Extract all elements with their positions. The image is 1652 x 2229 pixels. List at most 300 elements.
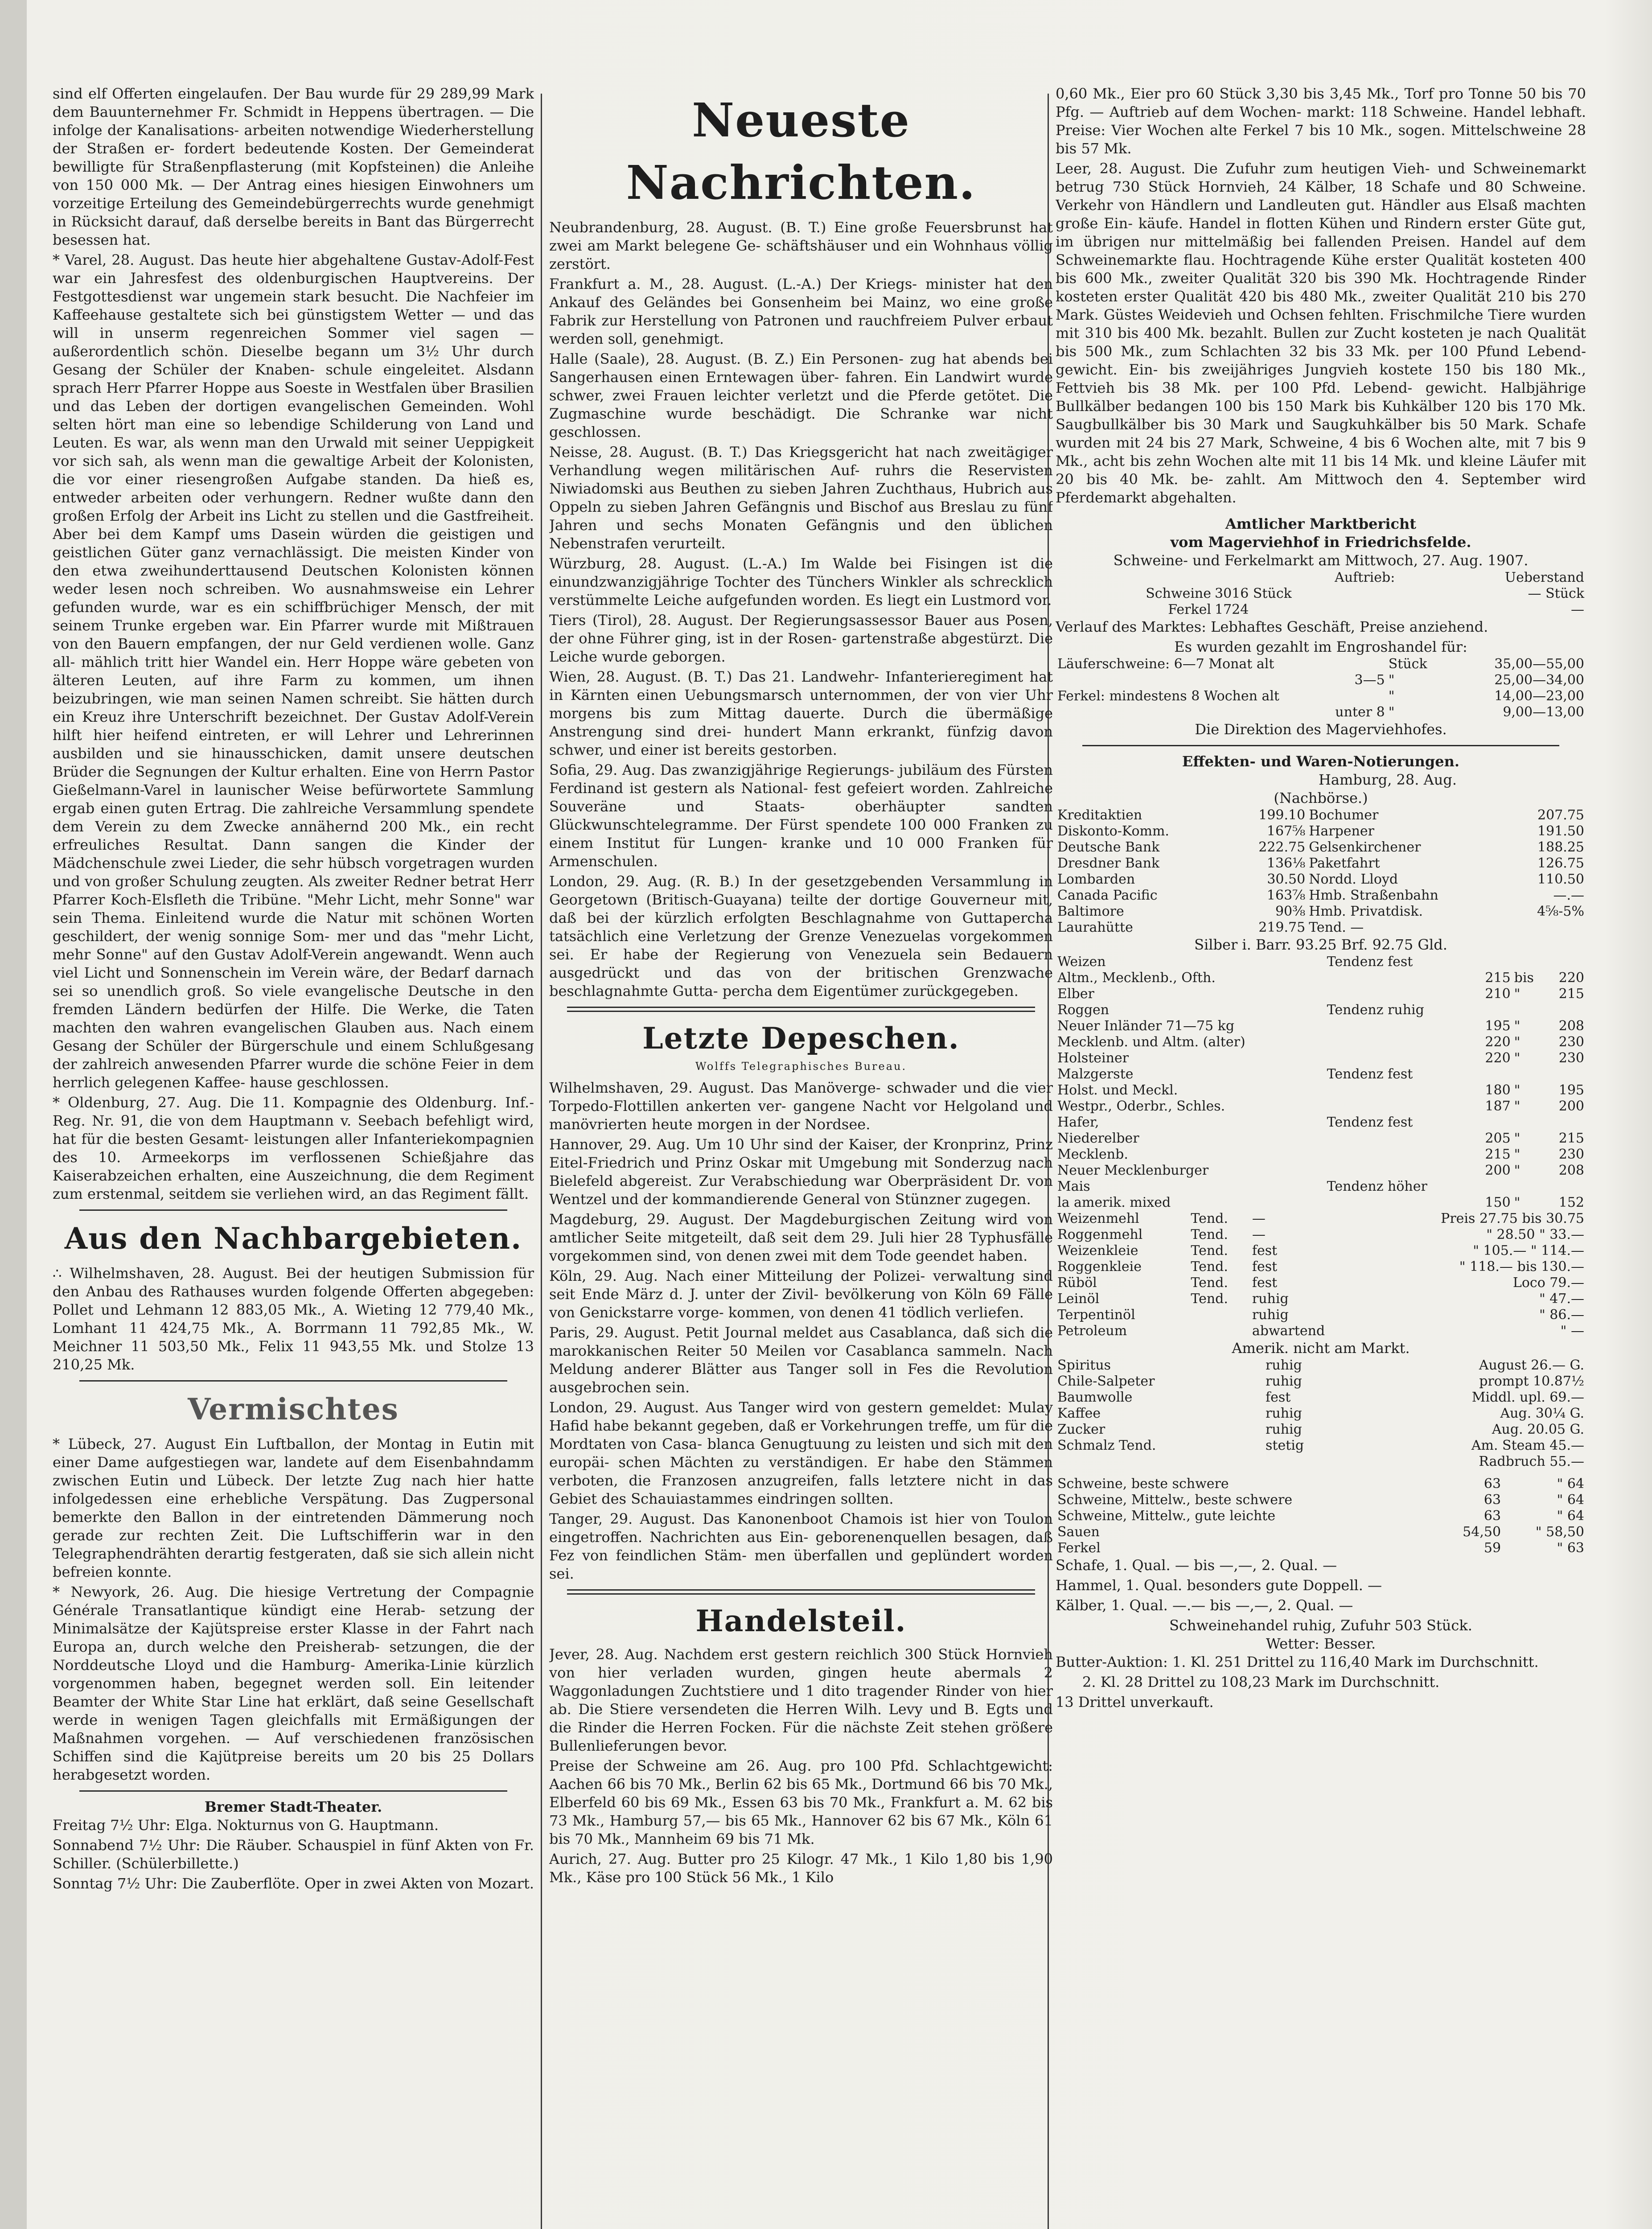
table-cell: " 64 — [1557, 1508, 1584, 1524]
table-cell: Roggenkleie — [1057, 1259, 1142, 1275]
table-cell: 136⅛ — [1266, 855, 1306, 871]
table-cell: 126.75 — [1537, 855, 1584, 871]
table-cell — [1189, 1307, 1250, 1323]
dispatch-item: Köln, 29. Aug. Nach einer Mitteilung der Polizei- verwaltung sind seit Ende März d. J. unter der Zivil- bevölkerung von Köln 69 Fälle von Genickstarre vorge- kommen, von denen 41 tödlich verliefen. — [549, 1267, 1053, 1321]
dispatch-item: Hannover, 29. Aug. Um 10 Uhr sind der Kaiser, der Kronprinz, Prinz Eitel-Friedrich und Prinz Oskar mit Umgebung mit Sonderzug nach Bielefeld abgereist. Zur Verabschiedung war Oberpräsident Dr. von Wentzel und der kommandierende General von Stünzner zugegen. — [549, 1136, 1053, 1208]
pig-trade-note: Schweinehandel ruhig, Zufuhr 503 Stück. — [1169, 1617, 1472, 1634]
table-row — [1056, 1492, 1586, 1508]
table-cell — [1325, 1147, 1471, 1163]
column-middle — [549, 85, 1053, 2229]
table-row — [1056, 586, 1586, 602]
table-cell: Radbruch 55.— — [1479, 1454, 1584, 1469]
table-cell: Tend. — [1191, 1275, 1228, 1291]
table-cell — [1512, 1179, 1545, 1195]
table-cell: " — — [1560, 1323, 1584, 1339]
table-row — [1056, 1195, 1586, 1211]
article-paragraph: sind elf Offerten eingelaufen. Der Bau wurde für 29 289,99 Mark dem Bauunternehmer Fr. Schmidt in Heppens übertragen. — Die infolge der Kanalisations- arbeiten notwendige Wiederherstellung der Straßen er- fordert bedeutende Kosten. Der Gemeinderat bewilligte für Straßenpflasterung (mit Kopfsteinen) die Anleihe von 150 000 Mk. — Der Antrag eines hiesigen Einwohners um vorzeitige Erteilung des Gemeindebürgerrechts wurde genehmigt in Rücksicht darauf, daß derselbe bereits in Bant das Bürgerrecht besessen hat. — [53, 85, 534, 248]
table-cell: la amerik. mixed — [1057, 1195, 1171, 1210]
engros-heading: Es wurden gezahlt im Engroshandel für: — [1174, 638, 1467, 655]
table-cell: 230 — [1558, 1050, 1584, 1066]
table-cell: Tendenz höher — [1327, 1179, 1427, 1194]
engros-table — [1056, 656, 1586, 720]
table-cell: Aug. 30¼ G. — [1500, 1406, 1584, 1421]
table-cell: Niederelber — [1057, 1131, 1139, 1146]
table-cell: 63 — [1484, 1476, 1501, 1492]
table-row — [1056, 1422, 1586, 1438]
table-cell: Tendenz fest — [1327, 1066, 1413, 1082]
table-row — [1056, 1540, 1586, 1556]
auftrieb-table — [1056, 570, 1586, 618]
table-cell: Harpener — [1309, 823, 1374, 839]
table-cell: 25,00—34,00 — [1494, 672, 1584, 688]
table-row — [1056, 954, 1586, 970]
table-cell: — — [1252, 1211, 1266, 1226]
separator — [567, 1007, 1035, 1012]
table-cell: Schweine, beste schwere — [1057, 1476, 1229, 1492]
table-cell: Chile-Salpeter — [1057, 1374, 1155, 1389]
table-cell: " 86.— — [1539, 1307, 1584, 1323]
table-cell: Preis 27.75 bis 30.75 — [1441, 1211, 1584, 1226]
table-cell: 207.75 — [1537, 807, 1584, 823]
table-cell: Schweine — [1146, 586, 1211, 601]
table-cell — [1325, 1163, 1471, 1179]
table-cell: " — [1514, 1163, 1520, 1178]
trade-item: Aurich, 27. Aug. Butter pro 25 Kilogr. 47 Mk., 1 Kilo 1,80 bis 1,90 Mk., Käse pro 100 Stück 56 Mk., 1 Kilo — [549, 1851, 1053, 1886]
table-cell: Tendenz fest — [1327, 1114, 1413, 1130]
dispatch-item: Wilhelmshaven, 29. August. Das Manöverge- schwader und die vier Torpedo-Flottillen ankerten ver- gangene Nacht vor Helgoland und manövrierten heute morgen in der Nordsee. — [549, 1079, 1053, 1133]
table-row — [1056, 872, 1586, 888]
table-cell: Baumwolle — [1057, 1390, 1133, 1405]
table-cell: Malzgerste — [1057, 1066, 1134, 1082]
table-row — [1056, 1179, 1586, 1195]
news-item: Neubrandenburg, 28. August. (B. T.) Eine große Feuersbrunst hat zwei am Markt belegene Ge- schäftshäuser und ein Wohnhaus völlig zerstört. — [549, 219, 1053, 272]
table-cell: fest — [1252, 1243, 1278, 1258]
table-row — [1056, 1098, 1586, 1114]
table-cell: Diskonto-Komm. — [1057, 823, 1169, 839]
table-cell: Petroleum — [1057, 1323, 1127, 1339]
table-cell: " — [1514, 1018, 1520, 1034]
table-cell: 63 — [1484, 1492, 1501, 1508]
table-row — [1056, 1406, 1586, 1422]
table-cell: Baltimore — [1057, 904, 1124, 919]
table-cell — [1264, 1454, 1349, 1470]
table-row — [1056, 1227, 1586, 1243]
news-item: London, 29. Aug. (R. B.) In der gesetzgebenden Versammlung in Georgetown (Britisch-Guayana) teilte der dortige Gouverneur mit, daß bei der kürzlich erfolgten Beschlagnahme von Guttapercha tatsächlich eine Verletzung der Grenze Venezuelas vorgekommen sei. Er habe der Regierung von Venezuela sein Bedauern ausgedrückt und das von der britischen Grenzwache beschlagnahmte Gutta- percha dem Eigentümer zurückgegeben. — [549, 873, 1053, 999]
table-cell: ruhig — [1266, 1374, 1302, 1389]
table-cell — [1056, 570, 1213, 586]
table-row — [1056, 1291, 1586, 1307]
table-cell: Tend. — [1191, 1227, 1228, 1242]
section-heading-effekten: Effekten- und Waren-Notierungen. — [1182, 753, 1460, 770]
table-cell: Schweine, Mittelw., gute leichte — [1057, 1508, 1276, 1524]
table-row — [1056, 807, 1586, 823]
table-cell: Nordd. Lloyd — [1309, 872, 1398, 887]
table-cell: Bochumer — [1309, 807, 1379, 823]
table-cell: 163⅞ — [1266, 888, 1306, 903]
exchange-place-date: Hamburg, 28. Aug. — [1319, 771, 1457, 788]
table-cell: " — [1514, 1034, 1520, 1050]
table-cell: Hmb. Straßenbahn — [1309, 888, 1438, 903]
table-cell: 199.10 — [1258, 807, 1306, 823]
section-heading-letzte-depeschen: Letzte Depeschen. — [642, 1021, 960, 1056]
livestock-line: Schafe, 1. Qual. — bis —,—, 2. Qual. — — [1056, 1557, 1337, 1574]
table-cell: unter 8 — [1335, 704, 1385, 720]
table-cell: " — [1514, 1147, 1520, 1162]
table-cell: August 26.— G. — [1479, 1357, 1584, 1373]
table-cell: " 64 — [1557, 1492, 1584, 1508]
table-cell: " — [1388, 672, 1395, 688]
table-cell: 215 — [1558, 1131, 1584, 1146]
theater-line: Sonntag 7½ Uhr: Die Zauberflöte. Oper in zwei Akten von Mozart. — [53, 1875, 534, 1892]
table-cell: Tend. — [1191, 1291, 1228, 1307]
silver-price: Silber i. Barr. 93.25 Brf. 92.75 Gld. — [1194, 936, 1447, 953]
commodities-table — [1056, 1357, 1586, 1470]
article-paragraph: ∴ Wilhelmshaven, 28. August. Bei der heutigen Submission für den Anbau des Rathauses wurden folgende Offerten abgegeben: Pollet und Lehmann 12 883,05 Mk., A. Wieting 12 779,40 Mk., Lomhant 11 424,75 Mk., A. Borrmann 11 792,85 Mk., W. Meichner 11 503,50 Mk., Felix 11 943,55 Mk. und Stolze 13 210,25 Mk. — [53, 1265, 534, 1373]
table-cell: Gelsenkirchener — [1309, 839, 1421, 855]
table-cell: 4⅝-5% — [1537, 904, 1584, 919]
livestock-line: Hammel, 1. Qual. besonders gute Doppell. — — [1056, 1577, 1382, 1594]
table-cell: Loco 79.— — [1512, 1275, 1584, 1291]
table-cell: Mecklenb. — [1057, 1147, 1128, 1162]
exchange-session: (Nachbörse.) — [1274, 790, 1368, 806]
table-cell: 205 — [1485, 1131, 1511, 1146]
table-cell: Ueberstand — [1504, 570, 1584, 585]
table-cell: Tend. — — [1309, 920, 1364, 935]
table-row — [1056, 1050, 1586, 1066]
table-cell: Westpr., Oderbr., Schles. — [1057, 1098, 1225, 1114]
table-cell: 219.75 — [1258, 920, 1306, 935]
table-cell — [1325, 1131, 1471, 1147]
table-cell — [1325, 1034, 1471, 1050]
table-cell — [1471, 1179, 1512, 1195]
column-left — [53, 85, 534, 2229]
table-cell: ruhig — [1266, 1357, 1302, 1373]
butter-auction-line: 2. Kl. 28 Drittel zu 108,23 Mark im Durchschnitt. — [1082, 1674, 1440, 1690]
table-row — [1056, 1034, 1586, 1050]
table-cell: Tend. — [1191, 1259, 1228, 1275]
table-cell: Mais — [1057, 1179, 1090, 1194]
table-cell: Hafer, — [1057, 1114, 1099, 1130]
table-cell: Tendenz fest — [1327, 954, 1413, 970]
table-cell: 90⅜ — [1275, 904, 1306, 919]
table-cell: Sauen — [1057, 1524, 1100, 1540]
table-cell — [1545, 954, 1586, 970]
table-cell: 167⅝ — [1266, 823, 1306, 839]
table-cell: 208 — [1558, 1018, 1584, 1034]
table-row — [1056, 970, 1586, 986]
trade-item: Preise der Schweine am 26. Aug. pro 100 Pfd. Schlachtgewicht: Aachen 66 bis 70 Mk., Berlin 62 bis 65 Mk., Dortmund 66 bis 70 Mk., Elberfeld 60 bis 69 Mk., Essen 63 bis 70 Mk., Frankfurt a. M. 62 bis 73 Mk., Hamburg 57,— bis 65 Mk., Hannover 62 bis 67 Mk., Köln 61 bis 70 Mk., Mannheim 69 bis 71 Mk. — [549, 1757, 1053, 1847]
table-cell: abwartend — [1252, 1323, 1325, 1339]
table-cell: 54,50 — [1463, 1524, 1501, 1540]
table-cell: Tend. — [1191, 1211, 1228, 1226]
table-cell — [1189, 1323, 1250, 1339]
table-cell: ruhig — [1266, 1422, 1302, 1437]
table-cell: " 64 — [1557, 1476, 1584, 1492]
table-row — [1056, 1114, 1586, 1131]
table-cell: " 105.— " 114.— — [1473, 1243, 1584, 1258]
table-cell: — — [1571, 602, 1584, 617]
table-cell: " 47.— — [1539, 1291, 1584, 1307]
table-row — [1056, 904, 1586, 920]
column-rule — [541, 94, 542, 2229]
table-cell: Spiritus — [1057, 1357, 1111, 1373]
table-row — [1056, 855, 1586, 872]
table-cell — [1325, 1050, 1471, 1066]
table-cell: Weizenkleie — [1057, 1243, 1138, 1258]
article-paragraph: * Newyork, 26. Aug. Die hiesige Vertretung der Compagnie Générale Transatlantique kündigt eine Herab- setzung der Minimalsätze der Kajütspreise erster Klasse in der Fahrt nach Europa an, durch welche den Preisherab- setzungen, die der Norddeutsche Lloyd und die Hamburg- Amerika-Linie kürzlich vorgenommen haben, begegnet werden soll. Ein leitender Beamter der White Star Line hat erklärt, daß seine Gesellschaft werde in wenigen Tagen gleichfalls mit Ermäßigungen der Maßnahmen vorgehen. — Auf verschiedenen französischen Schiffen sind die Kajütpreise bereits um 20 bis 25 Dollars herabgesetzt worden. — [53, 1583, 534, 1783]
table-cell: 195 — [1485, 1018, 1511, 1034]
table-header-row — [1056, 570, 1586, 586]
table-cell: Neuer Mecklenburger — [1057, 1163, 1209, 1178]
table-row — [1056, 839, 1586, 855]
theater-line: Sonnabend 7½ Uhr: Die Räuber. Schauspiel in fünf Akten von Fr. Schiller. (Schülerbillette.) — [53, 1837, 534, 1872]
table-cell — [1325, 986, 1471, 1002]
table-cell — [1471, 1066, 1512, 1082]
table-cell: 30.50 — [1267, 872, 1306, 887]
butter-auction-line: Butter-Auktion: 1. Kl. 251 Drittel zu 116,40 Mark im Durchschnitt. — [1056, 1653, 1539, 1670]
table-cell — [1545, 1002, 1586, 1018]
table-cell — [1545, 1179, 1586, 1195]
separator — [79, 1380, 507, 1382]
table-cell: 110.50 — [1537, 872, 1584, 887]
table-cell: Roggen — [1057, 1002, 1110, 1018]
table-row — [1056, 986, 1586, 1002]
market-report-date: Schweine- und Ferkelmarkt am Mittwoch, 27. Aug. 1907. — [1113, 552, 1529, 569]
table-row — [1056, 672, 1586, 688]
section-heading-neueste-nachrichten: Neueste Nachrichten. — [626, 93, 976, 210]
table-cell: Rüböl — [1057, 1275, 1097, 1291]
table-cell — [1509, 920, 1586, 936]
table-cell — [1056, 1454, 1264, 1470]
table-cell — [1325, 1195, 1471, 1211]
table-cell — [1512, 1066, 1545, 1082]
separator — [79, 1209, 507, 1211]
table-cell: Ferkel — [1057, 1540, 1101, 1556]
table-cell — [1471, 1002, 1512, 1018]
table-cell: " 58,50 — [1535, 1524, 1584, 1540]
market-report-title: Amtlicher Marktbericht — [1225, 515, 1417, 532]
butter-auction-line: 13 Drittel unverkauft. — [1056, 1694, 1214, 1711]
table-cell: 215 — [1485, 970, 1511, 986]
table-cell: 200 — [1485, 1163, 1511, 1178]
table-cell: Läuferschweine: 6—7 Monat alt — [1057, 656, 1274, 672]
table-row — [1056, 688, 1586, 704]
table-row — [1056, 1374, 1586, 1390]
table-row — [1056, 1259, 1586, 1275]
weather-note: Wetter: Besser. — [1266, 1635, 1376, 1652]
theater-line: Freitag 7½ Uhr: Elga. Nokturnus von G. Hauptmann. — [53, 1817, 439, 1834]
dispatch-item: London, 29. August. Aus Tanger wird von gestern gemeldet: Mulay Hafid habe bekannt gegeben, daß er Vorkehrungen treffe, um für die Mordtaten von Casa- blanca Genugtuung zu leisten und sich mit den europäi- schen Mächten zu verständigen. Er habe den Stämmen verboten, die Franzosen anzugreifen, falls letztere nicht in das Gebiet des Schauiastammes eindringen sollten. — [549, 1399, 1053, 1507]
table-cell: Altm., Mecklenb., Ofth. — [1057, 970, 1216, 986]
news-item: Wien, 28. August. (B. T.) Das 21. Landwehr- Infanterieregiment hat in Kärnten einen Uebungsmarsch unternommen, der von vier Uhr morgens bis zum Mittag dauerte. Durch die übermäßige Anstrengung sind drei- hundert Mann erkrankt, fünfzig davon schwer, und einer ist bereits gestorben. — [549, 668, 1053, 758]
table-cell: 1724 — [1215, 602, 1249, 617]
table-cell: 220 — [1485, 1050, 1511, 1066]
table-cell: 210 — [1485, 986, 1511, 1002]
table-cell — [1325, 970, 1471, 986]
table-row — [1056, 1243, 1586, 1259]
news-item: Frankfurt a. M., 28. August. (L.-A.) Der Kriegs- minister hat den Ankauf des Geländes bei Gonsenheim bei Mainz, wo eine große Fabrik zur Herstellung von Patronen und rauchfreiem Pulver erbaut werden soll, genehmigt. — [549, 276, 1053, 347]
article-paragraph: * Oldenburg, 27. Aug. Die 11. Kompagnie des Oldenburg. Inf.-Reg. Nr. 91, die von dem Hauptmann v. Seebach befehligt wird, hat für die besten Gesamt- leistungen aller Infanteriekompagnien des 10. Armeekorps im verflossenen Schießjahre das Kaiserabzeichen erhalten, eine Auszeichnung, die dem Regiment zum erstenmal, seitdem sie verliehen wird, an das Regiment fällt. — [53, 1094, 534, 1202]
table-row — [1056, 656, 1586, 672]
table-cell: 220 — [1485, 1034, 1511, 1050]
table-row — [1056, 1211, 1586, 1227]
table-cell: " — [1388, 688, 1395, 704]
table-cell: 3—5 — [1354, 672, 1385, 688]
table-cell: fest — [1266, 1390, 1291, 1405]
table-row — [1056, 888, 1586, 904]
table-cell: Elber — [1057, 986, 1094, 1002]
table-cell: 191.50 — [1537, 823, 1584, 839]
market-summary: Verlauf des Marktes: Lebhaftes Geschäft, Preise anziehend. — [1056, 618, 1488, 635]
table-cell: Ferkel: mindestens 8 Wochen alt — [1057, 688, 1279, 704]
table-cell — [1471, 954, 1512, 970]
table-cell: 188.25 — [1537, 839, 1584, 855]
table-cell — [1325, 1018, 1471, 1034]
flour-oil-table — [1056, 1211, 1586, 1339]
table-cell: " 118.— bis 130.— — [1459, 1259, 1584, 1275]
table-cell: Middl. upl. 69.— — [1471, 1390, 1584, 1405]
news-item: Halle (Saale), 28. August. (B. Z.) Ein Personen- zug hat abends bei Sangerhausen einen Erntewagen über- fahren. Ein Landwirt wurde schwer, zwei Frauen leichter verletzt und die Pferde getötet. Die Zugmaschine wurde beschädigt. Die Schranke war nicht geschlossen. — [549, 350, 1053, 440]
table-cell: Hmb. Privatdisk. — [1309, 904, 1423, 919]
table-cell: " — [1388, 704, 1395, 720]
table-row — [1056, 1476, 1586, 1492]
table-row — [1056, 704, 1586, 720]
table-cell: Canada Pacific — [1057, 888, 1158, 903]
table-row — [1056, 823, 1586, 839]
table-cell: Roggenmehl — [1057, 1227, 1143, 1242]
table-cell: " — [1514, 1195, 1520, 1210]
table-cell: 59 — [1484, 1540, 1501, 1556]
table-row — [1056, 602, 1586, 618]
table-cell: 14,00—23,00 — [1494, 688, 1584, 704]
table-row — [1056, 1307, 1586, 1323]
table-cell: Lombarden — [1057, 872, 1135, 887]
table-cell: Dresdner Bank — [1057, 855, 1160, 871]
table-cell: 150 — [1485, 1195, 1511, 1210]
dispatch-item: Paris, 29. August. Petit Journal meldet aus Casablanca, daß sich die marokkanischen Reiter 50 Meilen vor Casablanca sammeln. Nach Meldung anderer Blätter aus Tanger soll in Fes die Revolution ausgebrochen sein. — [549, 1324, 1053, 1396]
table-cell: Weizenmehl — [1057, 1211, 1139, 1226]
trade-item: 0,60 Mk., Eier pro 60 Stück 3,30 bis 3,45 Mk., Torf pro Tonne 50 bis 70 Pfg. — Auftrieb auf dem Wochen- markt: 118 Schweine. Handel lebhaft. Preise: Vier Wochen alte Ferkel 7 bis 10 Mk., sogen. Mittelschweine 28 bis 57 Mk. — [1056, 85, 1586, 157]
article-paragraph: * Lübeck, 27. August Ein Luftballon, der Montag in Eutin mit einer Dame aufgestiegen war, landete auf dem Eisenbahndamm zwischen Eutin und Lübeck. Der letzte Zug nach hier hatte infolgedessen eine erhebliche Verspätung. Das Zugpersonal bemerkte den Ballon in der eintretenden Dämmerung noch gerade zur rechten Zeit. Die Luftschifferin war in den Telegraphendrähten derartig festgeraten, daß sie sich allein nicht befreien konnte. — [53, 1435, 534, 1580]
trade-item: Leer, 28. August. Die Zufuhr zum heutigen Vieh- und Schweinemarkt betrug 730 Stück Hornvieh, 24 Kälber, 18 Schafe und 80 Schweine. Verkehr von Händlern und Landleuten gut. Händler aus Elsaß machten große Ein- käufe. Handel in flotten Kühen und Rindern erster Güte gut, im übrigen nur mittelmäßig bei fallenden Preisen. Handel auf dem Schweinemarkte flau. Hochtragende Kühe erster Qualität kosteten 400 bis 600 Mk., zweiter Qualität 320 bis 390 Mk. Hochtragende Rinder kosteten erster Qualität 420 bis 480 Mk., zweiter Qualität 210 bis 270 Mark. Güstes Weidevieh und Ochsen fehlten. Frischmilche Tiere wurden mit 310 bis 400 Mk. bezahlt. Bullen zur Zucht kosteten je nach Qualität bis 500 Mk., zum Schlachten 32 bis 33 Mk. per 100 Pfund Lebend- gewicht. Ein- bis zweijähriges Jungvieh kostete 150 bis 180 Mk., Fettvieh bis 38 Mk. per 100 Pfd. Lebend- gewicht. Halbjährige Bullkälber bedangen 100 bis 150 Mark bis Kuhkälber 120 bis 170 Mk. Saugbullkälber bis 30 Mark und Saugkuhkälber bis 50 Mark. Schafe wurden mit 24 bis 27 Mark, Schweine, 4 bis 6 Wochen alte, mit 7 bis 9 Mk., acht bis zehn Wochen alte mit 11 bis 14 Mk. und kleine Läufer mit 20 bis 40 Mk. be- zahlt. Am Mittwoch den 4. September wird Pferdemarkt abgehalten. — [1056, 160, 1586, 506]
table-row — [1056, 1275, 1586, 1291]
table-cell: 220 — [1558, 970, 1584, 986]
table-cell: Deutsche Bank — [1057, 839, 1160, 855]
table-cell: Ferkel — [1168, 602, 1211, 617]
table-cell: 152 — [1558, 1195, 1584, 1210]
table-cell: Tendenz ruhig — [1327, 1002, 1424, 1018]
table-cell: " — [1514, 986, 1520, 1002]
table-cell: " — [1514, 1131, 1520, 1146]
table-cell: fest — [1252, 1275, 1278, 1291]
table-cell: stetig — [1266, 1438, 1304, 1453]
table-cell: Holsteiner — [1057, 1050, 1129, 1066]
wire-service-label: Wolffs Telegraphisches Bureau. — [695, 1060, 907, 1073]
table-cell: " — [1514, 1082, 1520, 1098]
table-row — [1056, 1323, 1586, 1339]
table-cell: Zucker — [1057, 1422, 1105, 1437]
section-heading-vermischtes: Vermischtes — [188, 1392, 399, 1427]
section-heading-handelsteil: Handelsteil. — [695, 1604, 907, 1638]
table-cell: Schweine, Mittelw., beste schwere — [1057, 1492, 1293, 1508]
table-cell — [1471, 1114, 1512, 1131]
trade-item: Jever, 28. Aug. Nachdem erst gestern reichlich 300 Stück Hornvieh von hier verladen wurden, gingen heute abermals 2 Waggonladungen Zuchtstiere und 1 dito tragender Rinder von hier ab. Die Stiere versendeten die Herren Wilh. Levy und B. Egts und die Rinder die Herren Focken. Für die nächste Zeit stehen größere Bullenlieferungen bevor. — [549, 1646, 1053, 1754]
table-row — [1056, 1002, 1586, 1018]
table-row — [1056, 1357, 1586, 1374]
table-cell — [1545, 1114, 1586, 1131]
table-row — [1056, 920, 1586, 936]
article-paragraph: * Varel, 28. August. Das heute hier abgehaltene Gustav-Adolf-Fest war ein Jahresfest des oldenburgischen Hauptvereins. Der Festgottesdienst war ungemein stark besucht. Die Nachfeier im Kaffeehause gestaltete sich bei günstigstem Wetter — und das will in unserm regenreichen Sommer viel sagen — außerordentlich schön. Dieselbe begann um 3½ Uhr durch Gesang der Schüler der Knaben- schule eingeleitet. Alsdann sprach Herr Pfarrer Hoppe aus Soeste in Westfalen über Brasilien und das Leben der dortigen evangelischen Gemeinden. Wohl selten hört man eine so lebendige Schilderung von Land und Leuten. Es war, als wenn man den Urwald mit seiner Ueppigkeit vor sich sah, als wenn man die gewaltige Arbeit der Kolonisten, die vor einer riesengroßen Aufgabe standen. Da hieß es, entweder arbeiten oder verhungern. Redner wußte dann den großen Erfolg der Arbeit ins Licht zu stellen und die Gastfreiheit. Aber bei dem Kampf ums Dasein würden die geistigen und geistlichen Güter ganz vernachlässigt. Die meisten Kinder von den etwa zweihunderttausend Deutschen Kolonisten können weder lesen noch schreiben. Wo ausnahmsweise ein Lehrer gefunden wurde, war es ein schiffbrüchiger Mensch, der mit seinem Trunke ergeben war. Ein Pfarrer wurde mit Mißtrauen von den Bauern empfangen, der nur Geld verdienen wolle. Ganz all- mählich tritt hier Wandel ein. Herr Hoppe wäre gebeten von älteren Leuten, auf ihre Farm zu kommen, um ihnen beizubringen, wie man seinen Namen schreibt. Sie hätten durch ein Kreuz ihre Unterschrift bezeichnet. Der Gustav Adolf-Verein hilft hier heifend eintreten, er will Lehrer und Lehrerinnen ausbilden und sie hinausschicken, damit unsere deutschen Brüder die Segnungen der Kultur erhalten. Eine von Herrn Pastor Gießelmann-Varel in launischer Weise befürwortete Sammlung ergab einen guten Ertrag. Die zahlreiche Versammlung spendete dem Verein zu dem Zwecke annähernd 200 Mk., ein recht erfreuliches Resultat. Dann sangen die Kinder der Mädchenschule zwei Lieder, die sehr hübsch vorgetragen wurden und von großer Schulung zeugten. Als zweiter Redner betrat Herr Pfarrer Koch-Elsfleth die Tribüne. "Mehr Licht, mehr Sonne" war sein Thema. Einleitend wurde die Natur mit schönen Worten geschildert, der wenig sonnige Som- mer und das "mehr Licht, mehr Sonne" auf den Gustav Adolf-Verein angewandt. Wenn auch viel Licht und Sonnenschein im Verein wäre, der Bedarf darnach sei so unendlich groß. So viele evangelische Deutsche in den fremden Ländern bedürfen der Hilfe. Die Werke, die Taten machten den wahren evangelischen Glauben aus. Nach einem Gesang der Schüler der Bürgerschule und einem Schlußgesang der zahlreich anwesenden Pfarrer wurde die schöne Feier in dem herrlich gelegenen Kaffee- hause geschlossen. — [53, 251, 534, 1091]
livestock-line: Kälber, 1. Qual. —.— bis —,—, 2. Qual. — — [1056, 1597, 1353, 1614]
table-cell: 215 — [1485, 1147, 1511, 1162]
table-cell — [1512, 954, 1545, 970]
table-cell: —.— — [1553, 888, 1584, 903]
table-cell: 63 — [1484, 1508, 1501, 1524]
table-cell: 9,00—13,00 — [1503, 704, 1584, 720]
table-cell: 230 — [1558, 1034, 1584, 1050]
table-cell: Kaffee — [1057, 1406, 1101, 1421]
table-cell: 3016 Stück — [1215, 586, 1292, 601]
table-row — [1056, 1147, 1586, 1163]
table-row — [1056, 1438, 1586, 1454]
table-cell: — Stück — [1528, 586, 1584, 601]
table-cell: Neuer Inländer 71—75 kg — [1057, 1018, 1235, 1034]
table-cell: 35,00—55,00 — [1494, 656, 1584, 672]
separator — [1082, 745, 1559, 746]
table-cell: 230 — [1558, 1147, 1584, 1162]
table-row — [1056, 1163, 1586, 1179]
table-row — [1056, 1390, 1586, 1406]
table-cell: Laurahütte — [1057, 920, 1133, 935]
dispatch-item: Tanger, 29. August. Das Kanonenboot Chamois ist hier von Toulon eingetroffen. Nachrichten aus Ein- geborenenquellen besagen, daß Fez von feindlichen Stäm- men überfallen und geplündert worden sei. — [549, 1510, 1053, 1582]
table-cell: " 63 — [1557, 1540, 1584, 1556]
table-cell: " — [1514, 1050, 1520, 1066]
table-cell: fest — [1252, 1259, 1278, 1275]
table-row — [1056, 1508, 1586, 1524]
table-cell: 187 — [1485, 1098, 1511, 1114]
table-cell: 195 — [1558, 1082, 1584, 1098]
news-item: Neisse, 28. August. (B. T.) Das Kriegsgericht hat nach zweitägiger Verhandlung wegen militärischen Auf- ruhrs die Reservisten Niwiadomski aus Beuthen zu sieben Jahren Zuchthaus, Hubrich aus Oppeln zu sieben Jahren Gefängnis und Bischof aus Breslau zu fünf Jahren und sechs Monaten Gefängnis und den üblichen Nebenstrafen verurteilt. — [549, 444, 1053, 552]
page-binding — [0, 0, 27, 2229]
table-cell: Aug. 20.05 G. — [1492, 1422, 1584, 1437]
market-signature: Die Direktion des Magerviehhofes. — [1195, 721, 1447, 738]
table-cell: ruhig — [1266, 1406, 1302, 1421]
table-row — [1056, 1066, 1586, 1082]
table-cell: " 28.50 " 33.— — [1486, 1227, 1584, 1242]
table-cell — [1325, 1098, 1471, 1114]
table-cell: Holst. und Meckl. — [1057, 1082, 1178, 1098]
pig-prices-table — [1056, 1476, 1586, 1556]
table-cell: 215 — [1558, 986, 1584, 1002]
news-item: Tiers (Tirol), 28. August. Der Regierungsassessor Bauer aus Posen, der ohne Führer ging, ist in der Rosen- gartenstraße abgestürzt. Die Leiche wurde geborgen. — [549, 612, 1053, 665]
table-cell: 222.75 — [1258, 839, 1306, 855]
table-cell: Stück — [1388, 656, 1427, 672]
separator — [79, 1790, 507, 1792]
table-row — [1056, 1018, 1586, 1034]
separator — [567, 1589, 1035, 1595]
grain-table — [1056, 954, 1586, 1211]
table-cell: Auftrieb: — [1335, 570, 1395, 585]
stocks-table — [1056, 807, 1586, 936]
table-row — [1056, 1454, 1586, 1470]
table-cell: bis — [1514, 970, 1534, 986]
table-cell: Terpentinöl — [1057, 1307, 1135, 1323]
table-cell: Leinöl — [1057, 1291, 1100, 1307]
table-row — [1056, 1131, 1586, 1147]
table-cell: Schmalz Tend. — [1057, 1438, 1156, 1453]
table-cell: Am. Steam 45.— — [1471, 1438, 1584, 1453]
table-cell: " — [1514, 1098, 1520, 1114]
